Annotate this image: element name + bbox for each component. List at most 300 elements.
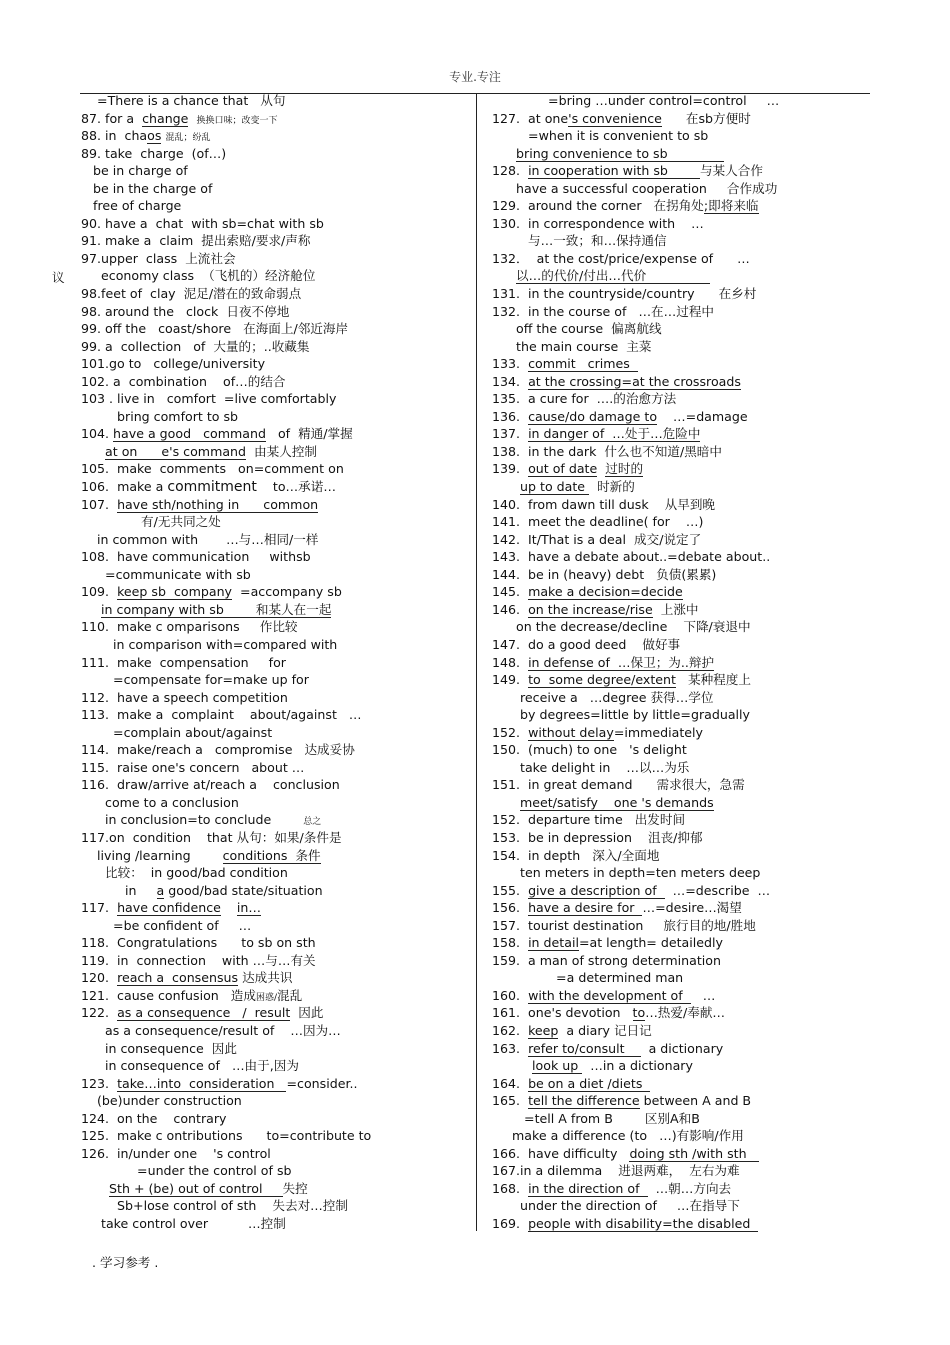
line-text: the main course 主菜	[492, 338, 652, 354]
underlined-phrase: in cooperation with sb	[528, 163, 700, 179]
line-text: make a	[117, 479, 168, 495]
line-text: 131. in the countryside/country 在乡村	[492, 286, 757, 302]
underlined-phrase: meet/satisfy one 's demands	[520, 794, 714, 810]
line-text: =complain about/against	[81, 724, 273, 740]
vocab-line	[492, 899, 870, 917]
line-text: 102. a combination of…的结合	[81, 373, 286, 389]
vocab-line	[81, 1215, 473, 1233]
vocab-line	[81, 847, 473, 865]
vocab-line	[492, 285, 870, 303]
line-text: 147. do a good deed 做好事	[492, 636, 681, 652]
line-text: =accompany sb	[232, 584, 342, 600]
vocab-line	[492, 1040, 870, 1058]
line-text: 117.on condition that 从句：如果/条件是	[81, 829, 342, 845]
line-text: a diary 记日记	[558, 1022, 652, 1038]
vocab-line	[492, 408, 870, 426]
vocab-line	[81, 1110, 473, 1128]
vocab-line	[492, 934, 870, 952]
line-text: 达成共识	[238, 970, 293, 986]
vocab-line	[81, 443, 473, 461]
vocab-line	[492, 811, 870, 829]
underlined-phrase: with the development of	[528, 987, 691, 1003]
line-text: 151. in great demand 需求很大，急需	[492, 777, 745, 793]
line-text: have a successful cooperation 合作成功	[492, 180, 778, 196]
line-text: (be)under construction	[81, 1093, 242, 1109]
line-text: 148.	[492, 654, 529, 670]
line-text: good/bad state/situation	[164, 882, 323, 898]
underlined-phrase: take…into consideration	[117, 1075, 287, 1091]
line-text: in consequence 因此	[81, 1040, 237, 1056]
vocab-line	[492, 373, 870, 391]
vocab-line	[81, 1092, 473, 1110]
line-text	[492, 268, 516, 283]
vocab-line	[492, 232, 870, 250]
underlined-phrase: a	[156, 882, 165, 898]
underlined-phrase: in company with sb 和某人在一起	[101, 601, 332, 617]
line-text: 99. off the coast/shore 在海面上/邻近海岸	[81, 321, 349, 337]
vocab-line	[492, 390, 870, 408]
line-text: in conclusion=to conclude	[81, 812, 304, 828]
line-text: 125. make c ontributions to=contribute to	[81, 1128, 372, 1144]
vocab-line	[81, 425, 473, 443]
vocab-line	[492, 443, 870, 461]
line-text: 160.	[492, 987, 529, 1003]
line-text: 105. make comments on=comment on	[81, 461, 344, 477]
vocab-line	[492, 706, 870, 724]
vocab-line	[492, 215, 870, 233]
line-text: be in the charge of	[81, 180, 213, 196]
vocab-line	[492, 1075, 870, 1093]
vocab-line	[492, 1180, 870, 1198]
vocab-line	[81, 618, 473, 636]
underlined-phrase: be on a diet /diets	[528, 1075, 651, 1091]
vocab-line	[492, 794, 870, 812]
vocab-line	[492, 601, 870, 619]
line-text: 98. around the clock 日夜不停地	[81, 303, 290, 319]
line-text: 88. in cha	[81, 128, 148, 144]
line-text: =under the control of sb	[81, 1163, 292, 1179]
line-text: …=describe …	[664, 882, 771, 898]
line-text: 169.	[492, 1216, 529, 1231]
line-text: come to a conclusion	[81, 794, 239, 810]
vocab-line	[81, 1075, 473, 1093]
vocab-line	[81, 110, 473, 128]
vocab-line	[81, 250, 473, 268]
vocab-line	[492, 513, 870, 531]
underlined-phrase: in danger of …处于…危险中	[528, 426, 701, 442]
line-text: 114. make/reach a compromise 达成妥协	[81, 742, 355, 758]
line-text: receive a …degree 获得…学位	[492, 689, 714, 705]
line-text: 困惑/	[255, 992, 278, 1003]
vocab-line	[492, 320, 870, 338]
line-text: 与某人合作	[699, 163, 763, 179]
vocab-line	[492, 671, 870, 689]
vocab-line	[492, 127, 870, 145]
line-text: 总之	[303, 817, 322, 828]
line-text: 153. be in depression 沮丧/抑郁	[492, 829, 703, 845]
vocab-line	[81, 338, 473, 356]
line-text: 129. around the corner 在拐角处	[492, 198, 704, 214]
underlined-phrase: reach a consensus	[117, 970, 239, 986]
line-text: 146.	[492, 601, 529, 617]
vocab-line	[492, 1004, 870, 1022]
vocab-line	[81, 689, 473, 707]
vocab-line	[81, 531, 473, 549]
line-text: to…承诺…	[256, 479, 336, 495]
line-text: 87. for a	[81, 110, 143, 126]
line-text: make a difference (to …)有影响/作用	[492, 1128, 744, 1144]
line-text: 166. have difficulty	[492, 1145, 630, 1161]
line-text: in consequence of …由于,因为	[81, 1058, 299, 1074]
line-text: a dictionary	[640, 1040, 724, 1056]
vocab-line	[81, 145, 473, 163]
line-text: =when it is convenient to sb	[492, 128, 709, 144]
underlined-phrase: people with disability=the disabled	[528, 1216, 759, 1231]
line-text: 由某人控制	[246, 443, 318, 459]
vocab-line	[492, 969, 870, 987]
line-text: 155.	[492, 882, 529, 898]
line-text: bring comfort to sb	[81, 408, 239, 424]
line-text: 失控	[282, 1180, 308, 1196]
vocab-line	[492, 829, 870, 847]
line-text: 120.	[81, 970, 118, 986]
line-text: 145.	[492, 584, 529, 600]
vocab-line	[81, 1004, 473, 1022]
line-text: 108. have communication withsb	[81, 549, 311, 565]
vocab-line	[81, 548, 473, 566]
column-divider	[476, 93, 477, 1231]
line-text: 143. have a debate about..=debate about..	[492, 549, 771, 565]
line-text: =consider..	[286, 1075, 358, 1091]
line-text: 109.	[81, 584, 118, 600]
vocab-line	[492, 355, 870, 373]
vocab-line	[81, 127, 473, 145]
vocab-line	[81, 92, 473, 110]
line-text: 上涨中	[652, 601, 699, 617]
underlined-phrase: 's convenience	[568, 110, 662, 126]
line-text: =a determined man	[492, 970, 684, 986]
vocab-line	[81, 882, 473, 900]
line-text: 168.	[492, 1180, 529, 1196]
line-text: 比较： in good/bad condition	[81, 865, 288, 881]
underlined-phrase: at the crossing=at the crossroads	[528, 373, 741, 389]
underlined-phrase: in detail	[528, 935, 579, 951]
line-text: ten meters in depth=ten meters deep	[492, 865, 761, 881]
line-text: 152. departure time 出发时间	[492, 812, 686, 828]
line-text: 99. a collection of 大量的；..收藏集	[81, 338, 310, 354]
underlined-phrase: give a description of	[528, 882, 665, 898]
vocab-line	[81, 829, 473, 847]
underlined-phrase: at on e's command	[105, 443, 247, 459]
underlined-phrase: keep	[528, 1022, 559, 1038]
vocab-line	[81, 513, 473, 531]
vocab-line	[492, 1197, 870, 1215]
line-text: 115. raise one's concern about …	[81, 759, 305, 775]
line-text: 154. in depth 深入/全面地	[492, 847, 660, 863]
vocab-line	[81, 460, 473, 478]
line-text	[597, 461, 605, 476]
vocab-line	[492, 1057, 870, 1075]
vocab-line	[492, 1215, 870, 1233]
line-text: 某种程度上	[675, 672, 751, 688]
line-text: 127. at one	[492, 110, 569, 126]
vocab-line	[492, 460, 870, 478]
right-column	[492, 92, 870, 1233]
vocab-line	[81, 899, 473, 917]
line-text: take control over …控制	[81, 1216, 286, 1231]
line-text: by degrees=little by little=gradually	[492, 707, 750, 723]
vocab-line	[492, 759, 870, 777]
line-text: 110. make c omparisons 作比较	[81, 619, 298, 635]
line-text: 135. a cure for ….的治愈方法	[492, 391, 677, 407]
line-text: 112. have a speech competition	[81, 689, 288, 705]
line-text: =tell A from B 区别A和B	[492, 1110, 700, 1126]
line-text: 因此	[290, 1005, 324, 1021]
vocab-line	[81, 654, 473, 672]
underlined-phrase: ;即将来临	[703, 198, 759, 214]
vocab-line	[81, 285, 473, 303]
underlined-phrase: 以…的代价/付出…代价	[516, 268, 711, 284]
vocab-line	[81, 917, 473, 935]
line-text: 163.	[492, 1040, 529, 1056]
line-text: 在sb方便时	[661, 110, 751, 126]
page-footer: . 学习参考 .	[92, 1255, 159, 1270]
vocab-line	[81, 934, 473, 952]
line-text: =compensate for=make up for	[81, 672, 309, 688]
line-text: 104.	[81, 426, 114, 442]
underlined-phrase: make a decision=decide	[528, 584, 683, 600]
vocab-line	[492, 478, 870, 496]
vocab-line	[492, 917, 870, 935]
line-text: 与…一致；和…保持通信	[492, 233, 667, 249]
line-text: 107.	[81, 496, 118, 512]
underlined-phrase: have sth/nothing in common	[117, 496, 319, 512]
vocab-line	[81, 952, 473, 970]
vocab-line	[81, 1022, 473, 1040]
line-text: …热爱/奉献…	[645, 1005, 726, 1021]
line-text: 103 . live in comfort =live comfortably	[81, 391, 337, 407]
vocab-line	[492, 92, 870, 110]
line-text: in	[81, 882, 157, 898]
vocab-line	[492, 1022, 870, 1040]
vocab-line	[492, 882, 870, 900]
line-text: under the direction of …在指导下	[492, 1198, 740, 1214]
line-text: 137.	[492, 426, 529, 442]
underlined-phrase: up to date	[520, 479, 590, 495]
underlined-phrase: have a desire for	[528, 900, 643, 916]
line-text: commitment	[167, 479, 257, 496]
vocab-line	[81, 636, 473, 654]
line-text: 138. in the dark 什么也不知道/黑暗中	[492, 443, 722, 459]
underlined-phrase: bring convenience to sb	[516, 145, 724, 161]
underlined-phrase: without delay	[528, 724, 614, 740]
vocab-line	[81, 478, 473, 496]
page-header: 专业.专注	[449, 70, 501, 84]
vocab-line	[492, 618, 870, 636]
vocab-line	[81, 162, 473, 180]
vocab-line	[81, 390, 473, 408]
line-text: 133.	[492, 356, 529, 372]
line-text: =at length= detailedly	[578, 935, 723, 951]
vocab-line	[81, 987, 473, 1005]
underlined-phrase: on the increase/rise	[528, 601, 653, 617]
vocab-line	[492, 180, 870, 198]
underlined-phrase: to some degree/extent	[528, 672, 676, 688]
vocab-line	[492, 1092, 870, 1110]
vocab-line	[81, 1057, 473, 1075]
line-text: =be confident of …	[81, 917, 252, 933]
line-text: free of charge	[81, 198, 182, 214]
line-text	[81, 1181, 109, 1196]
vocab-line	[81, 671, 473, 689]
vocab-line	[81, 759, 473, 777]
line-text: 136.	[492, 408, 529, 424]
line-text: 91. make a claim 提出索赔/要求/声称	[81, 233, 311, 249]
vocab-line	[81, 864, 473, 882]
line-text: be in charge of	[81, 163, 188, 179]
vocab-line	[492, 776, 870, 794]
underlined-phrase: in defense of …保卫；为..辩护	[528, 654, 715, 670]
line-text: 150. (much) to one 's delight	[492, 742, 687, 758]
vocab-line	[81, 267, 473, 285]
line-text: 161. one's devotion	[492, 1005, 633, 1021]
line-text: take delight in …以…为乐	[492, 759, 690, 775]
underlined-phrase: 过时的	[605, 461, 644, 477]
line-text: 144. be in (heavy) debt 负债(累累)	[492, 566, 717, 582]
line-text: 时新的	[589, 479, 635, 495]
underlined-phrase: in…	[236, 900, 261, 916]
vocab-line	[492, 952, 870, 970]
vocab-line	[492, 548, 870, 566]
line-text: 165.	[492, 1093, 529, 1109]
vocab-line	[81, 741, 473, 759]
line-text: 122.	[81, 1005, 118, 1021]
vocab-line	[81, 1145, 473, 1163]
line-text: 128.	[492, 163, 529, 179]
line-text: on the decrease/decline 下降/衰退中	[492, 619, 751, 635]
line-text: 132． at the cost/price/expense of …	[492, 250, 750, 266]
vocab-line	[81, 1197, 473, 1215]
line-text: 164.	[492, 1075, 529, 1091]
vocab-line	[81, 496, 473, 514]
line-text: living /learning	[81, 847, 223, 863]
line-text: in comparison with=compared with	[81, 636, 338, 652]
vocab-line	[81, 794, 473, 812]
vocab-line	[492, 162, 870, 180]
vocab-line	[492, 741, 870, 759]
vocab-line	[81, 1127, 473, 1145]
line-text: 132. in the course of …在…过程中	[492, 303, 715, 319]
line-text: 118. Congratulations to sb on sth	[81, 935, 316, 951]
vocab-line	[81, 601, 473, 619]
line-text: 159. a man of strong determination	[492, 952, 721, 968]
vocab-line	[492, 566, 870, 584]
vocab-line	[492, 425, 870, 443]
vocab-line	[81, 1180, 473, 1198]
line-text: 167.in a dilemma 进退两难， 左右为难	[492, 1163, 740, 1179]
vocab-line	[81, 776, 473, 794]
underlined-phrase: keep sb company	[117, 584, 233, 600]
vocab-line	[81, 373, 473, 391]
vocab-line	[81, 583, 473, 601]
line-text: between A and B	[639, 1093, 752, 1109]
line-text: 97.upper class 上流社会	[81, 250, 236, 266]
vocab-line	[81, 969, 473, 987]
vocab-line	[81, 724, 473, 742]
line-text: 141. meet the deadline( for …)	[492, 514, 704, 530]
underlined-phrase: tell the difference	[528, 1093, 640, 1109]
vocab-line	[492, 864, 870, 882]
vocab-line	[492, 110, 870, 128]
vocab-line	[492, 145, 870, 163]
line-text: =immediately	[613, 724, 704, 740]
line-text: 149.	[492, 672, 529, 688]
line-text	[81, 444, 105, 459]
line-text: 119. in connection with …与…有关	[81, 952, 316, 968]
underlined-phrase: commit crimes	[528, 356, 638, 372]
vocab-line	[81, 566, 473, 584]
line-text: …=damage	[657, 408, 748, 424]
vocab-line	[81, 408, 473, 426]
vocab-line	[492, 1127, 870, 1145]
underlined-phrase: look up	[532, 1058, 583, 1074]
line-text: 113. make a complaint about/against …	[81, 707, 362, 723]
line-text: 混乱；纷乱	[165, 133, 211, 144]
underlined-phrase: as a consequence / result	[117, 1005, 291, 1021]
line-text	[492, 146, 516, 161]
vocab-line	[492, 689, 870, 707]
vocab-line	[81, 320, 473, 338]
line-text: 有/无共同之处	[81, 514, 221, 530]
vocab-line	[492, 987, 870, 1005]
line-text: 124. on the contrary	[81, 1110, 227, 1126]
line-text: 162.	[492, 1022, 529, 1038]
line-text	[221, 900, 237, 915]
line-text: 90. have a chat with sb=chat with sb	[81, 215, 324, 231]
underlined-phrase: refer to/consult	[528, 1040, 641, 1056]
line-text	[492, 795, 520, 810]
vocab-line	[492, 724, 870, 742]
vocab-line	[492, 338, 870, 356]
vocab-line	[81, 215, 473, 233]
vocab-line	[492, 531, 870, 549]
vocab-line	[492, 267, 870, 285]
vocab-line	[492, 583, 870, 601]
left-column	[81, 92, 473, 1233]
vocab-line	[81, 355, 473, 373]
underlined-phrase: conditions 条件	[222, 847, 321, 863]
line-text: 140. from dawn till dusk 从早到晚	[492, 496, 716, 512]
line-text: 157. tourist destination 旅行目的地/胜地	[492, 917, 756, 933]
vocab-line	[81, 197, 473, 215]
line-text: 89. take charge (of…)	[81, 145, 227, 161]
line-text: in common with …与…相同/一样	[81, 531, 319, 547]
vocab-line	[81, 1040, 473, 1058]
vocab-line	[492, 197, 870, 215]
underlined-phrase: out of date	[528, 461, 598, 477]
vocab-line	[492, 1145, 870, 1163]
underlined-phrase: have confidence	[117, 900, 221, 916]
vocab-line	[492, 654, 870, 672]
line-text: Sb+lose control of sth 失去对…控制	[81, 1198, 348, 1214]
line-text: 130. in correspondence with …	[492, 215, 704, 231]
underlined-phrase: os	[147, 128, 162, 144]
vocab-line	[81, 811, 473, 829]
line-text: as a consequence/result of …因为…	[81, 1022, 341, 1038]
margin-mark: 议	[52, 270, 65, 285]
line-text: …in a dictionary	[582, 1058, 693, 1074]
underlined-phrase: change	[142, 110, 189, 126]
